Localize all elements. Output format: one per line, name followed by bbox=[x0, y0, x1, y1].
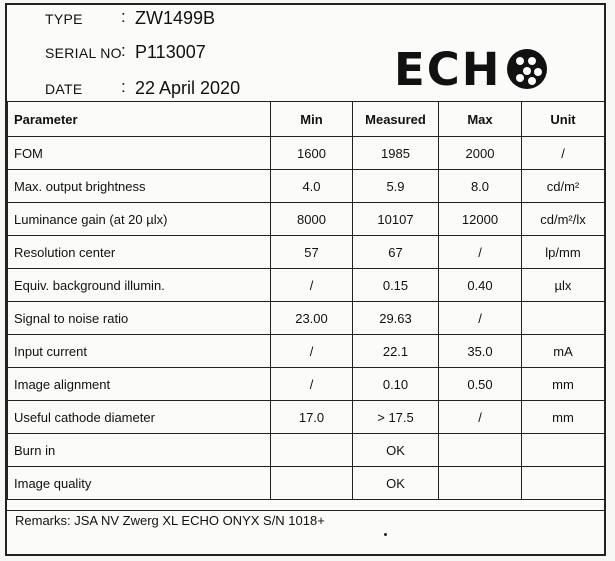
cell-min: / bbox=[271, 368, 353, 401]
cell-measured: 29.63 bbox=[353, 302, 439, 335]
column-header-unit: Unit bbox=[522, 102, 605, 137]
cell-max: 35.0 bbox=[439, 335, 522, 368]
cell-max bbox=[439, 467, 522, 500]
serial-value: P113007 bbox=[135, 42, 206, 62]
cell-unit bbox=[522, 467, 605, 500]
cell-measured: 67 bbox=[353, 236, 439, 269]
date-value: 22 April 2020 bbox=[135, 78, 241, 98]
cell-parameter: Input current bbox=[8, 335, 271, 368]
column-header-measured: Measured bbox=[353, 102, 439, 137]
cell-measured: > 17.5 bbox=[353, 401, 439, 434]
table-row bbox=[8, 335, 605, 368]
table-row bbox=[8, 368, 605, 401]
cell-parameter: Luminance gain (at 20 µlx) bbox=[8, 203, 271, 236]
table-row bbox=[8, 170, 605, 203]
cell-max bbox=[439, 434, 522, 467]
table-row bbox=[8, 401, 605, 434]
cell-unit: mA bbox=[522, 335, 605, 368]
cell-parameter: Signal to noise ratio bbox=[8, 302, 271, 335]
cell-min: 1600 bbox=[271, 137, 353, 170]
cell-min: 17.0 bbox=[271, 401, 353, 434]
table-row bbox=[8, 269, 605, 302]
cell-max: 0.50 bbox=[439, 368, 522, 401]
stray-dot bbox=[384, 533, 387, 536]
type-colon: : bbox=[121, 7, 126, 26]
column-header-max: Max bbox=[439, 102, 522, 137]
type-label: TYPE bbox=[45, 11, 83, 27]
table-row bbox=[8, 137, 605, 170]
cell-parameter: Image quality bbox=[8, 467, 271, 500]
cell-max: 0.40 bbox=[439, 269, 522, 302]
cell-max: / bbox=[439, 401, 522, 434]
cell-min: 8000 bbox=[271, 203, 353, 236]
specification-table bbox=[7, 101, 605, 500]
cell-min bbox=[271, 434, 353, 467]
cell-measured: 1985 bbox=[353, 137, 439, 170]
cell-unit: cd/m²/lx bbox=[522, 203, 605, 236]
cell-measured: 22.1 bbox=[353, 335, 439, 368]
column-header-min: Min bbox=[271, 102, 353, 137]
table-row bbox=[8, 302, 605, 335]
cell-min: 4.0 bbox=[271, 170, 353, 203]
cell-max: 12000 bbox=[439, 203, 522, 236]
cell-unit: µlx bbox=[522, 269, 605, 302]
serial-colon: : bbox=[121, 41, 126, 60]
cell-min: / bbox=[271, 269, 353, 302]
cell-min bbox=[271, 467, 353, 500]
cell-unit: / bbox=[522, 137, 605, 170]
cell-measured: 5.9 bbox=[353, 170, 439, 203]
cell-parameter: Image alignment bbox=[8, 368, 271, 401]
remarks: Remarks: JSA NV Zwerg XL ECHO ONYX S/N 1018+ bbox=[7, 510, 604, 554]
cell-unit bbox=[522, 434, 605, 467]
echo-logo bbox=[394, 41, 549, 97]
cell-unit: cd/m² bbox=[522, 170, 605, 203]
logo-o-dots-icon bbox=[505, 47, 549, 91]
inspection-sheet bbox=[5, 3, 606, 556]
cell-parameter: Equiv. background illumin. bbox=[8, 269, 271, 302]
cell-min: 23.00 bbox=[271, 302, 353, 335]
cell-max: 2000 bbox=[439, 137, 522, 170]
cell-parameter: Resolution center bbox=[8, 236, 271, 269]
cell-max: / bbox=[439, 302, 522, 335]
cell-min: 57 bbox=[271, 236, 353, 269]
cell-unit: mm bbox=[522, 368, 605, 401]
table-row bbox=[8, 236, 605, 269]
table-row bbox=[8, 434, 605, 467]
cell-measured: 10107 bbox=[353, 203, 439, 236]
table-row bbox=[8, 203, 605, 236]
table-header-row bbox=[8, 102, 605, 137]
logo-text: ECH bbox=[394, 42, 502, 96]
cell-min: / bbox=[271, 335, 353, 368]
cell-measured: 0.15 bbox=[353, 269, 439, 302]
cell-measured: 0.10 bbox=[353, 368, 439, 401]
cell-unit bbox=[522, 302, 605, 335]
date-colon: : bbox=[121, 77, 126, 96]
column-header-parameter: Parameter bbox=[8, 102, 271, 137]
cell-parameter: FOM bbox=[8, 137, 271, 170]
cell-measured: OK bbox=[353, 434, 439, 467]
cell-parameter: Useful cathode diameter bbox=[8, 401, 271, 434]
serial-label: SERIAL NO bbox=[45, 45, 122, 61]
cell-parameter: Max. output brightness bbox=[8, 170, 271, 203]
cell-max: 8.0 bbox=[439, 170, 522, 203]
cell-max: / bbox=[439, 236, 522, 269]
table-row bbox=[8, 467, 605, 500]
cell-measured: OK bbox=[353, 467, 439, 500]
cell-parameter: Burn in bbox=[8, 434, 271, 467]
cell-unit: lp/mm bbox=[522, 236, 605, 269]
cell-unit: mm bbox=[522, 401, 605, 434]
type-value: ZW1499B bbox=[135, 8, 216, 28]
date-label: DATE bbox=[45, 81, 83, 97]
